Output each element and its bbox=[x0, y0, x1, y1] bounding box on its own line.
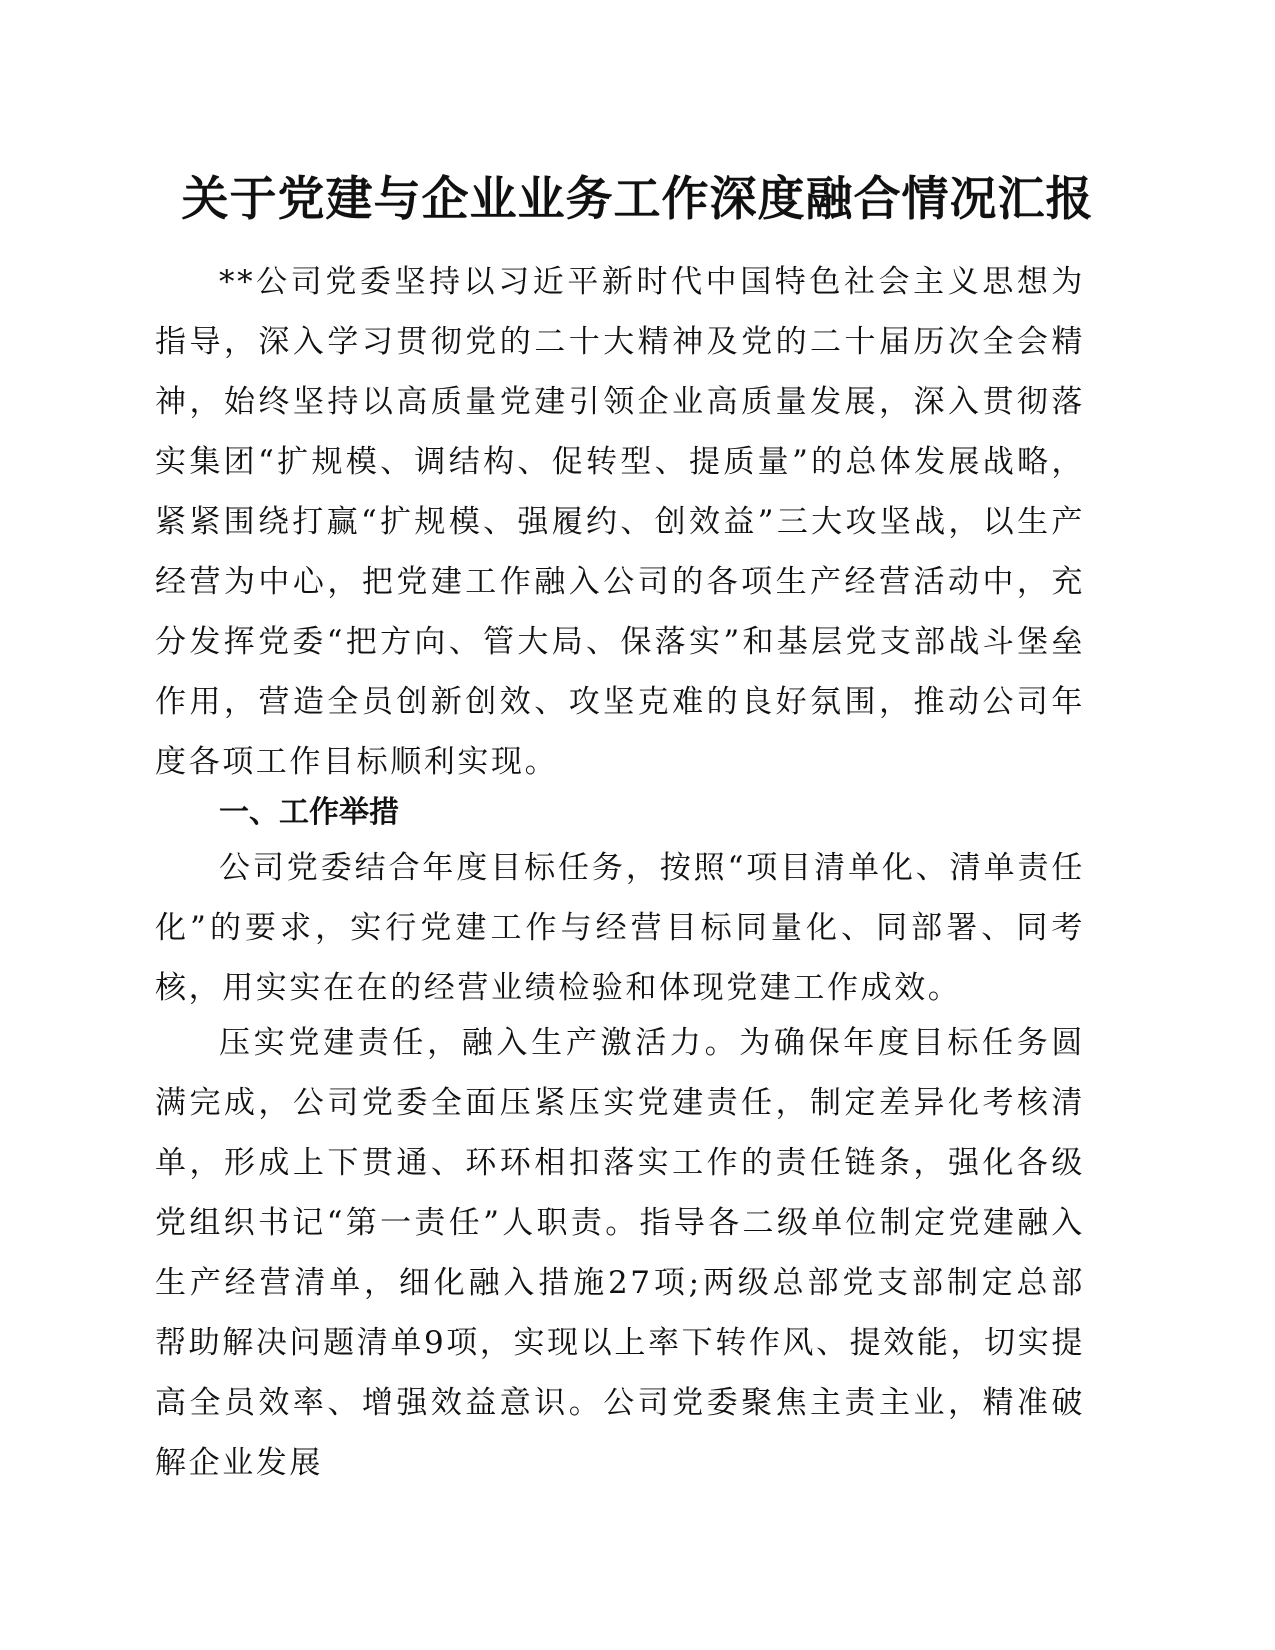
section-paragraph-1: 公司党委结合年度目标任务，按照“项目清单化、清单责任化”的要求，实行党建工作与经营目标同量化、同部署、同考核，用实实在在的经营业绩检验和体现党建工作成效。 bbox=[155, 850, 1085, 1006]
section-paragraph-2: 压实党建责任，融入生产激活力。为确保年度目标任务圆满完成，公司党委全面压紧压实党建责任，制定差异化考核清单，形成上下贯通、环环相扣落实工作的责任链条，强化各级党组织书记“第一责任”人职责。指导各二级单位制定党建融入生产经营清单，细化融入措施27项;两级总部党支部制定总部帮助解决问题清单9项，实现以上率下转作风、提效能，切实提高全员效率、增强效益意识。公司党委聚焦主责主业，精准破解企业发展 bbox=[155, 1025, 1085, 1481]
document-title: 关于党建与企业业务工作深度融合情况汇报 bbox=[181, 172, 1094, 227]
intro-paragraph: **公司党委坚持以习近平新时代中国特色社会主义思想为指导，深入学习贯彻党的二十大精神及党的二十届历次全会精神，始终坚持以高质量党建引领企业高质量发展，深入贯彻落实集团“扩规模、调结构、促转型、提质量”的总体发展战略，紧紧围绕打赢“扩规模、强履约、创效益”三大攻坚战，以生产经营为中心，把党建工作融入公司的各项生产经营活动中，充分发挥党委“把方向、管大局、保落实”和基层党支部战斗堡垒作用，营造全员创新创效、攻坚克难的良好氛围，推动公司年度各项工作目标顺利实现。 bbox=[155, 264, 1085, 780]
section-heading: 一、工作举措 bbox=[219, 795, 399, 830]
